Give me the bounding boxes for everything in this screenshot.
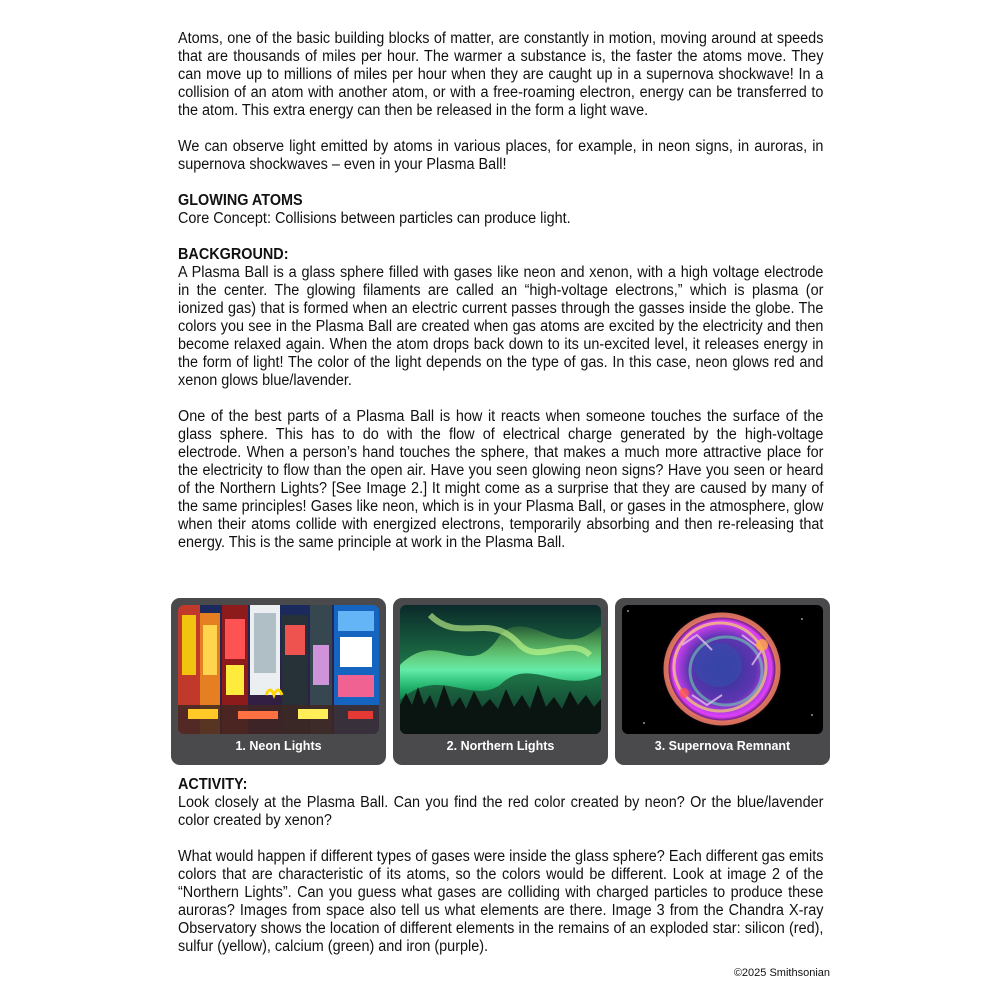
background-heading: BACKGROUND:	[178, 246, 289, 263]
intro-paragraph-2: We can observe light emitted by atoms in various places, for example, in neon signs, in auroras, in supernova shockwaves – even in your Plasma Ball!	[178, 138, 824, 173]
northern-lights-caption: 2. Northern Lights	[446, 739, 555, 753]
copyright-notice: ©2025 Smithsonian	[733, 967, 830, 979]
image-strip	[171, 598, 831, 766]
activity-paragraph-2: What would happen if different types of gases were inside the glass sphere? Each different gas emits colors that are characteristic of its atoms, so the colors would be different. Look at image 2 of the “Northern Lights”. Can you guess what gases are colliding with charged particles to produce these auroras? Images from space also tell us what elements are there. Image 3 from the Chandra X-ray Observatory shows the location of different elements in the remains of an exploded star: silicon (red), sulfur (yellow), calcium (green) and iron (purple).	[178, 848, 824, 955]
background-paragraph-1: A Plasma Ball is a glass sphere filled with gases like neon and xenon, with a high voltage electrode in the center. The glowing filaments are called an “high-voltage electrons,” which is plasma (or ionized gas) that is formed when an electric current passes through the gasses inside the globe. The colors you see in the Plasma Ball are created when gas atoms are excited by the electricity and then become relaxed again. When the atom drops back down to its un-excited level, it releases energy in the form of light! The color of the light depends on the type of gas. In this case, neon glows red and xenon glows blue/lavender.	[178, 264, 824, 389]
activity-heading: ACTIVITY:	[178, 776, 248, 793]
background-paragraph-2: One of the best parts of a Plasma Ball is how it reacts when someone touches the surface of the glass sphere. This has to do with the flow of electrical charge generated by the high-voltage electrode. When a person’s hand touches the sphere, that makes a much more attractive place for the electricity to flow than the open air. Have you seen glowing neon signs? Have you seen or heard of the Northern Lights? [See Image 2.] It might come as a surprise that they are caused by many of the same principles! Gases like neon, which is in your Plasma Ball, or gases in the atmosphere, glow when their atoms collide with energized electrons, temporarily absorbing and then re-releasing that energy. This is the same principle at work in the Plasma Ball.	[178, 408, 824, 551]
supernova-remnant-image	[622, 605, 823, 734]
core-concept: Core Concept: Collisions between particles can produce light.	[178, 210, 571, 227]
image-card-aurora	[393, 598, 608, 765]
northern-lights-image	[400, 605, 601, 734]
supernova-caption: 3. Supernova Remnant	[654, 739, 791, 753]
image-card-supernova	[615, 598, 830, 765]
neon-lights-caption: 1. Neon Lights	[235, 739, 322, 753]
activity-paragraph-1: Look closely at the Plasma Ball. Can you find the red color created by neon? Or the blue/lavender color created by xenon?	[178, 794, 824, 829]
main-text	[178, 30, 823, 552]
neon-lights-image	[178, 605, 379, 734]
intro-paragraph-1: Atoms, one of the basic building blocks of matter, are constantly in motion, moving around at speeds that are thousands of miles per hour. The warmer a substance is, the faster the atoms move. They can move up to millions of miles per hour when they are caught up in a supernova shockwave! In a collision of an atom with another atom, or with a free-roaming electron, energy can be transferred to the atom. This extra energy can then be released in the form a light wave.	[178, 30, 824, 119]
activity-section	[178, 776, 823, 956]
glowing-atoms-heading: GLOWING ATOMS	[178, 192, 303, 209]
image-card-neon	[171, 598, 386, 765]
